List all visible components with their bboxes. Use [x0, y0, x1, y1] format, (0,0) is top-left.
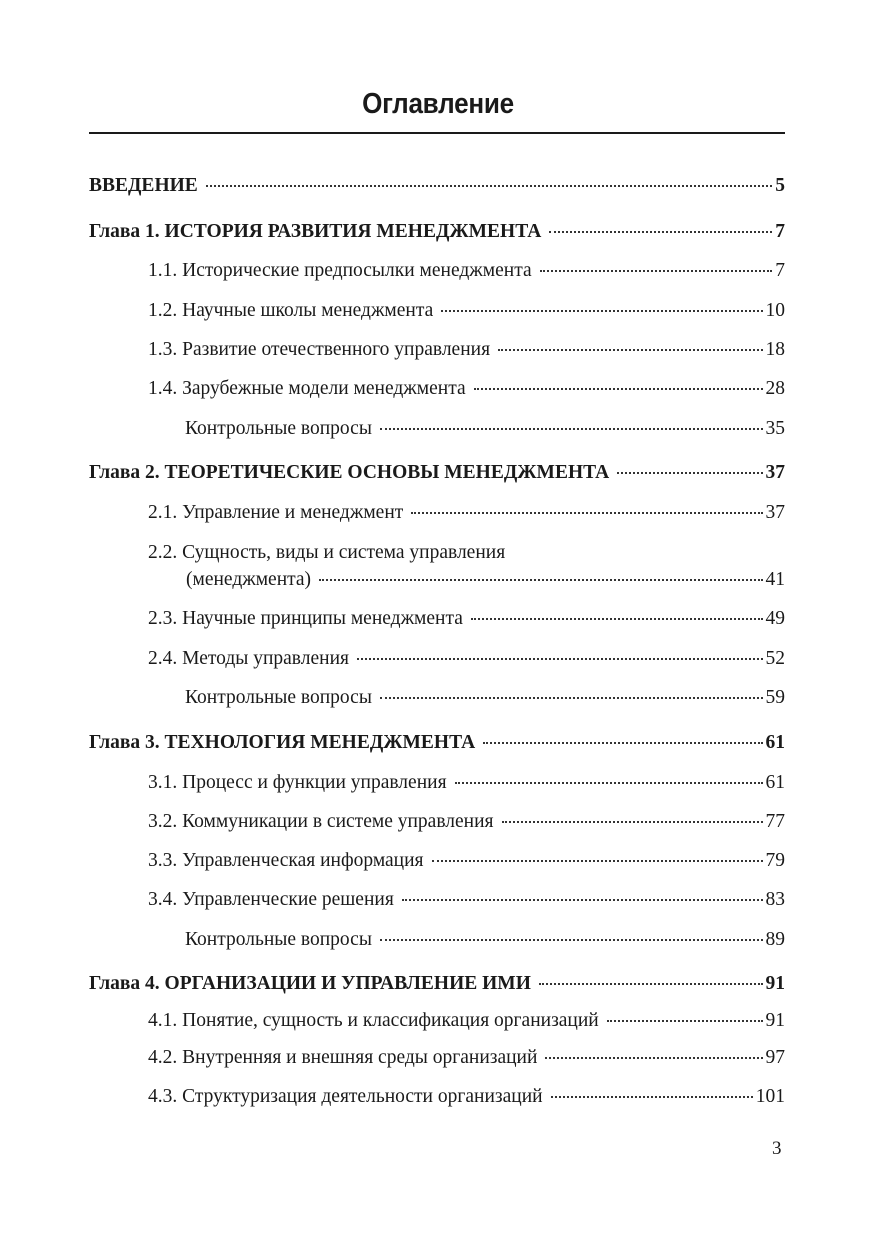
toc-page: 77	[765, 811, 785, 832]
toc-entry-chapter-3[interactable]	[89, 731, 785, 755]
toc-page: 91	[765, 1010, 785, 1031]
toc-entry-chapter-2[interactable]	[89, 461, 785, 485]
toc-label: 1.4. Зарубежные модели менеджмента	[148, 378, 466, 399]
toc-entry-questions-1[interactable]	[185, 417, 785, 441]
toc-page: 10	[765, 300, 785, 321]
toc-page: 7	[775, 221, 785, 242]
toc-page: 37	[765, 502, 785, 523]
toc-label: Контрольные вопросы	[185, 418, 372, 439]
toc-label: 1.2. Научные школы менеджмента	[148, 300, 434, 321]
title-rule	[89, 132, 785, 134]
toc-entry-chapter-1[interactable]	[89, 220, 785, 244]
toc-label: Контрольные вопросы	[185, 929, 372, 950]
toc-page: 52	[765, 648, 785, 669]
toc-entry-intro[interactable]	[89, 174, 785, 198]
toc-label: ВВЕДЕНИЕ	[89, 175, 198, 196]
toc-entry-2-2[interactable]	[148, 539, 785, 593]
leader-dots	[551, 1096, 753, 1098]
toc-label: 3.4. Управленческие решения	[148, 889, 394, 910]
toc-page: 35	[765, 418, 785, 439]
leader-dots	[441, 310, 762, 312]
toc-label: 1.1. Исторические предпосылки менеджмента	[148, 260, 532, 281]
toc-label: 2.2. Сущность, виды и система управления	[148, 542, 506, 563]
toc-page: 5	[775, 175, 785, 196]
toc-page: 61	[765, 732, 785, 753]
toc-entry-3-3[interactable]	[148, 849, 785, 873]
toc-entry-3-4[interactable]	[148, 888, 785, 912]
toc-label-continued: (менеджмента)	[186, 569, 312, 590]
toc-label: 3.3. Управленческая информация	[148, 850, 424, 871]
page-title: Оглавление	[362, 88, 514, 120]
leader-dots	[206, 185, 772, 187]
leader-dots	[549, 231, 772, 233]
toc-label: Глава 2. ТЕОРЕТИЧЕСКИЕ ОСНОВЫ МЕНЕДЖМЕНТА	[89, 462, 610, 483]
toc-label: 2.3. Научные принципы менеджмента	[148, 608, 463, 629]
toc-page: 7	[775, 260, 785, 281]
leader-dots	[402, 899, 763, 901]
leader-dots	[498, 349, 762, 351]
leader-dots	[319, 579, 762, 581]
toc-label: 4.2. Внутренняя и внешняя среды организаций	[148, 1047, 538, 1068]
toc-label: 4.1. Понятие, сущность и классификация организаций	[148, 1010, 599, 1031]
toc-entry-4-3[interactable]	[148, 1085, 785, 1109]
toc-entry-1-4[interactable]	[148, 377, 785, 401]
toc-label: Контрольные вопросы	[185, 687, 372, 708]
toc-entry-questions-3[interactable]	[185, 928, 785, 952]
leader-dots	[411, 512, 762, 514]
leader-dots	[380, 939, 763, 941]
toc-page: 18	[765, 339, 785, 360]
toc-entry-2-1[interactable]	[148, 501, 785, 525]
leader-dots	[539, 983, 763, 985]
leader-dots	[471, 618, 763, 620]
toc-page: 37	[765, 462, 785, 483]
toc-label: 3.2. Коммуникации в системе управления	[148, 811, 494, 832]
leader-dots	[380, 697, 763, 699]
page-number: 3	[772, 1138, 782, 1159]
toc-label: Глава 3. ТЕХНОЛОГИЯ МЕНЕДЖМЕНТА	[89, 732, 476, 753]
toc-page: 101	[755, 1086, 785, 1107]
leader-dots	[540, 270, 773, 272]
toc-entry-1-3[interactable]	[148, 338, 785, 362]
toc-entry-1-1[interactable]	[148, 259, 785, 283]
leader-dots	[617, 472, 762, 474]
toc-page: 61	[765, 772, 785, 793]
toc-entry-3-2[interactable]	[148, 810, 785, 834]
toc-label: Глава 4. ОРГАНИЗАЦИИ И УПРАВЛЕНИЕ ИМИ	[89, 973, 531, 994]
toc-entry-4-1[interactable]	[148, 1009, 785, 1033]
toc-label: 3.1. Процесс и функции управления	[148, 772, 447, 793]
toc-label: 2.1. Управление и менеджмент	[148, 502, 404, 523]
toc-page: 83	[765, 889, 785, 910]
toc-entry-3-1[interactable]	[148, 771, 785, 795]
toc-page: 79	[765, 850, 785, 871]
toc-page: 28	[765, 378, 785, 399]
toc-entry-2-3[interactable]	[148, 607, 785, 631]
toc-entry-questions-2[interactable]	[185, 686, 785, 710]
leader-dots	[432, 860, 763, 862]
toc-page: 97	[765, 1047, 785, 1068]
leader-dots	[380, 428, 763, 430]
toc-page: 89	[765, 929, 785, 950]
toc-page: 49	[765, 608, 785, 629]
toc-page: 41	[765, 569, 785, 590]
leader-dots	[545, 1057, 762, 1059]
toc-label: 1.3. Развитие отечественного управления	[148, 339, 491, 360]
leader-dots	[455, 782, 763, 784]
leader-dots	[607, 1020, 763, 1022]
toc-entry-1-2[interactable]	[148, 299, 785, 323]
leader-dots	[357, 658, 763, 660]
toc-page: 91	[765, 973, 785, 994]
leader-dots	[502, 821, 763, 823]
leader-dots	[483, 742, 762, 744]
toc-entry-2-4[interactable]	[148, 647, 785, 671]
leader-dots	[474, 388, 763, 390]
toc-label: 2.4. Методы управления	[148, 648, 349, 669]
toc-label: Глава 1. ИСТОРИЯ РАЗВИТИЯ МЕНЕДЖМЕНТА	[89, 221, 542, 242]
toc-label: 4.3. Структуризация деятельности организаций	[148, 1086, 543, 1107]
toc-entry-chapter-4[interactable]	[89, 972, 785, 996]
toc-entry-4-2[interactable]	[148, 1046, 785, 1070]
toc-page: 59	[765, 687, 785, 708]
